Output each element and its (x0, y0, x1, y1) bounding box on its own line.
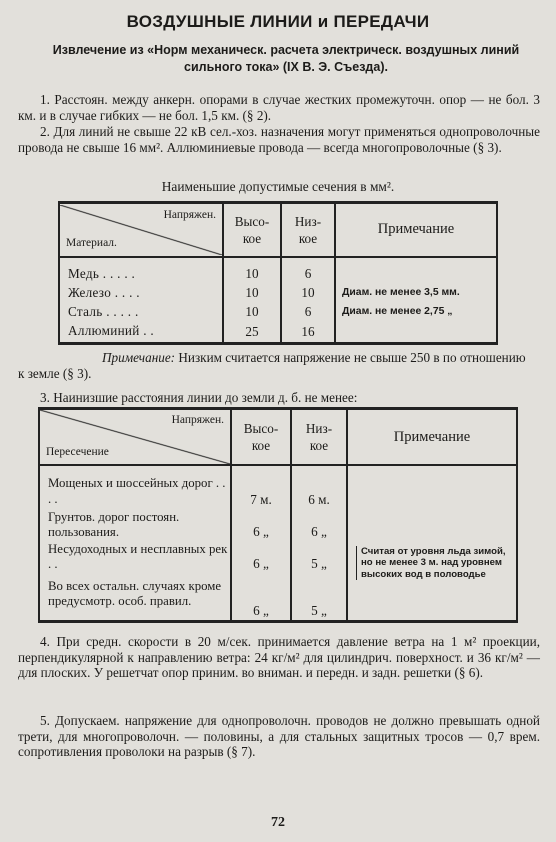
table2-col-high: Высо- кое (231, 409, 291, 466)
paragraph-2: 2. Для линий не свыше 22 кВ сел.-хоз. назначения могут применяться однопроволочные провода не свыше 16 мм². Аллюминиевые провода — всегда многопроволочные (§ 3). (18, 124, 540, 155)
paragraph-3: 3. Наинизшие расстояния линии до земли д. б. не менее: (40, 390, 358, 405)
table1-col-high: Высо- кое (223, 203, 281, 257)
page-title: ВОЗДУШНЫЕ ЛИНИИ и ПЕРЕДАЧИ (126, 12, 430, 31)
paragraph-5: 5. Допускаем. напряжение для однопроволочн. проводов не должно превышать одной трети, для многопроволочн. — половины, а для стальных защитных тросов — 0,7 врем. сопротивления проволоки на разрыв (§ 7). (18, 713, 540, 759)
table1-corner-header (59, 203, 223, 257)
table1-corner-bottom: Материал. (66, 236, 117, 249)
table-row: Во всех остальн. случаях кроме предусмотр. особ. правил. 6 „ 5 „ (39, 573, 517, 621)
table-row: Грунтов. дорог постоян. пользования. 6 „ 6 „ (39, 509, 517, 541)
table2-corner-header (39, 409, 231, 466)
min-cross-section-table (58, 201, 498, 345)
min-clearance-table (38, 407, 518, 623)
table2-col-note: Примечание (347, 409, 517, 466)
table1-corner-top: Напряжен. (163, 208, 216, 221)
table-row: Медь . . . . . 10 6 (59, 257, 497, 283)
footnote-text: Низким считается напряжение не свыше 250 в по отношению к земле (§ 3). (18, 350, 526, 381)
table2-corner-top: Напряжен. (171, 414, 224, 426)
table-row: Аллюминий . . 25 16 (59, 321, 497, 344)
table1-caption: Наименьшие допустимые сечения в мм². (161, 179, 395, 194)
table1-col-low: Низ- кое (281, 203, 335, 257)
table2-col-low: Низ- кое (291, 409, 347, 466)
table-row: Мощеных и шоссейных дорог . . . . 7 м. 6 м. Считая от уровня льда зимой, но не менее 3 м. над уровнем высоких вод в половодье (39, 465, 517, 509)
paragraph-1: 1. Расстоян. между анкерн. опорами в случае жестких промежуточн. опор — не бол. 3 км. и в случае гибких — не бол. 1,5 км. (§ 2). (18, 92, 540, 123)
table-row: Железо . . . . 10 10 Диам. не менее 3,5 мм. (59, 283, 497, 302)
table1-col-note: Примечание (335, 203, 497, 257)
table2-remark-cell (347, 465, 517, 621)
paragraph-4: 4. При средн. скорости в 20 м/сек. принимается давление ветра на 1 м² проекции, перпендикулярной к направлению ветра: 24 кг/м² для цилиндрич. поверхност. и 36 кг/м² — для плоских. У решетчат опор приним. во вниман. и передн. и задн. решетки (§ 6). (18, 634, 540, 680)
page-number: 72 (271, 815, 285, 830)
footnote-label: Примечание: (102, 350, 176, 365)
table1-footnote (18, 350, 528, 381)
table-row: Сталь . . . . . 10 6 Диам. не менее 2,75 „ (59, 302, 497, 321)
table2-remark: Считая от уровня льда зимой, но не менее 3 м. над уровнем высоких вод в половодье (356, 546, 516, 581)
table2-corner-bottom: Пересечение (46, 446, 109, 458)
table-row: Несудоходных и несплавных рек . . 6 „ 5 „ (39, 541, 517, 573)
extract-heading: Извлечение из «Норм механическ. расчета электрическ. воздушных линий сильного тока» (IX В. Э. Съезда). (52, 43, 520, 74)
